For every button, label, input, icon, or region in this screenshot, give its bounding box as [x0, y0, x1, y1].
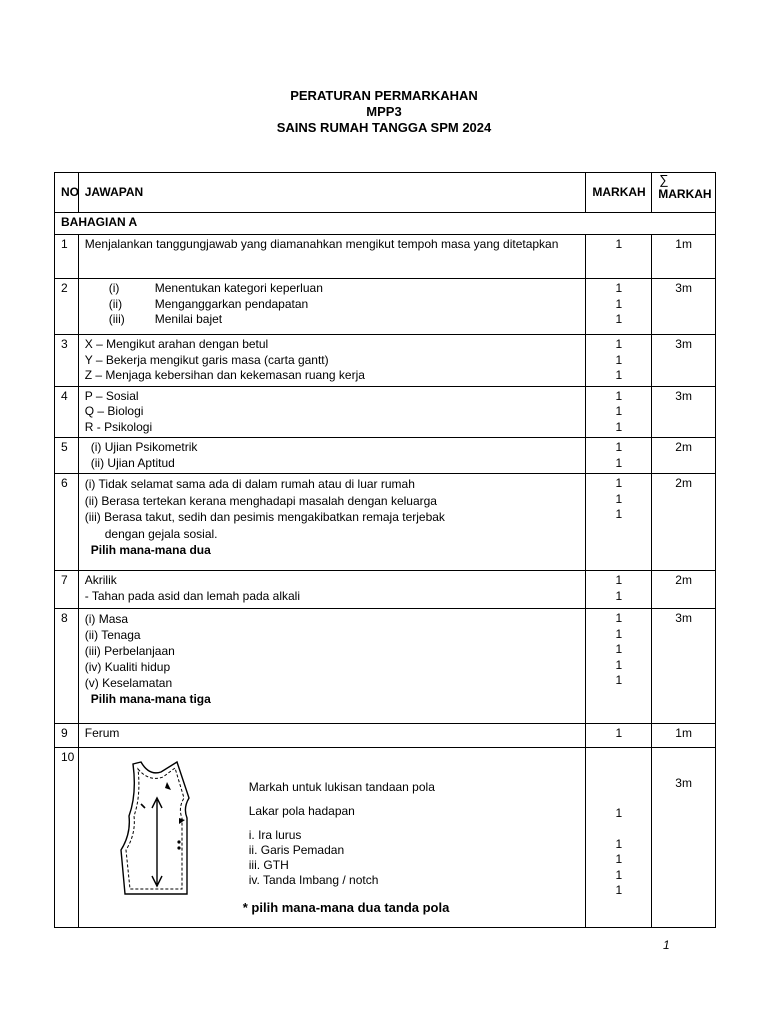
mark-value: 1 — [615, 281, 623, 295]
mark-value: 1 — [615, 883, 623, 897]
answer-item: Menganggarkan pendapatan — [154, 296, 309, 311]
table-row — [55, 571, 716, 609]
choice-note: * pilih mana-mana dua tanda pola — [242, 900, 450, 915]
table-row — [55, 386, 716, 438]
mark-value: 1 — [615, 419, 623, 434]
mark-value: 1 — [615, 626, 623, 641]
question-number: 4 — [55, 386, 79, 438]
bodice-front-pattern-sketch — [119, 754, 199, 904]
answer-item: (i) Masa — [84, 612, 129, 626]
sigma-symbol: ∑ — [659, 172, 669, 187]
total-mark: 3m — [652, 386, 716, 438]
mark-value: 1 — [615, 657, 623, 672]
mark-value: 1 — [615, 642, 623, 656]
answer-item: (i) Ujian Psikometrik — [90, 440, 198, 454]
doc-subtitle-code: MPP3 — [366, 104, 402, 119]
question-number: 9 — [55, 724, 79, 748]
mark-value: 1 — [615, 726, 623, 740]
table-row — [55, 235, 716, 279]
mark-value: 1 — [615, 312, 623, 326]
mark-value: 1 — [615, 852, 623, 866]
mark-value: 1 — [615, 588, 623, 603]
mark-value: 1 — [615, 352, 623, 367]
total-mark: 2m — [652, 438, 716, 474]
mark-value: 1 — [615, 404, 623, 418]
answer-item: Menilai bajet — [154, 312, 223, 326]
total-mark: 3m — [652, 609, 716, 724]
answer-item: (iii) Berasa takut, sedih dan pesimis mengakibatkan remaja terjebak — [84, 510, 445, 524]
answer-item: Y – Bekerja mengikut garis masa (carta gantt) — [84, 352, 329, 367]
answer-item: dengan gejala sosial. — [104, 526, 218, 541]
col-header-no: NO — [55, 173, 79, 213]
answer-text: Ferum — [78, 724, 586, 748]
mark-value: 1 — [615, 867, 623, 882]
question-number: 3 — [55, 335, 79, 387]
table-row — [55, 609, 716, 724]
question-number: 1 — [55, 235, 79, 279]
total-mark: 2m — [652, 571, 716, 609]
table-row — [55, 335, 716, 387]
page-number: 1 — [663, 938, 670, 952]
total-mark: 1m — [652, 724, 716, 748]
table-row — [55, 279, 716, 335]
question-number: 10 — [55, 748, 79, 928]
doc-title: PERATURAN PERMARKAHAN — [290, 88, 478, 103]
question-number: 5 — [55, 438, 79, 474]
table-header-row — [55, 173, 716, 213]
answer-item: P – Sosial — [84, 388, 139, 403]
total-mark: 2m — [652, 474, 716, 571]
mark-value: 1 — [615, 296, 623, 311]
table-row — [55, 474, 716, 571]
mark-value: 1 — [615, 368, 623, 382]
total-mark: 1m — [652, 235, 716, 279]
total-mark: 3m — [652, 335, 716, 387]
q10-heading: Markah untuk lukisan tandaan pola — [248, 780, 435, 794]
mark-value: 1 — [615, 455, 623, 470]
answer-item: Z – Menjaga kebersihan dan kekemasan ruang kerja — [84, 368, 365, 382]
mark-value: 1 — [615, 507, 623, 521]
mark-value: 1 — [615, 476, 623, 490]
answer-item: Q – Biologi — [84, 404, 144, 418]
mark-value: 1 — [615, 611, 623, 625]
answer-item: X – Mengikut arahan dengan betul — [84, 337, 269, 351]
total-mark: 3m — [652, 748, 716, 928]
answer-item: R - Psikologi — [84, 419, 153, 434]
answer-item: Akrilik — [84, 573, 117, 587]
answer-item: - Tahan pada asid dan lemah pada alkali — [84, 588, 301, 603]
mark-value: 1 — [615, 237, 623, 251]
mark-value: 1 — [615, 337, 623, 351]
answer-text: Menjalankan tanggungjawab yang diamanahkan mengikut tempoh masa yang ditetapkan — [78, 235, 586, 279]
mark-value: 1 — [615, 388, 623, 403]
table-row — [55, 748, 716, 928]
answer-item: (iii) Perbelanjaan — [84, 644, 175, 658]
answer-item: Menentukan kategori keperluan — [154, 281, 323, 295]
table-row — [55, 438, 716, 474]
answer-item: iii. GTH — [248, 858, 289, 872]
mark-value: 1 — [615, 673, 623, 687]
mark-value: 1 — [615, 806, 623, 820]
marking-scheme-table — [54, 172, 716, 928]
q10-subheading: Lakar pola hadapan — [248, 804, 355, 818]
answer-item: (ii) Ujian Aptitud — [90, 455, 175, 470]
col-header-sum-label: MARKAH — [658, 187, 712, 201]
section-row — [55, 213, 716, 235]
question-number: 7 — [55, 571, 79, 609]
total-mark: 3m — [652, 279, 716, 335]
section-label: BAHAGIAN A — [55, 213, 716, 235]
mark-value: 1 — [615, 836, 623, 851]
answer-item: (v) Keselamatan — [84, 676, 173, 690]
col-header-sum-markah — [652, 173, 716, 213]
question-number: 6 — [55, 474, 79, 571]
table-row — [55, 724, 716, 748]
choice-note: Pilih mana-mana dua — [90, 543, 211, 557]
answer-item: (iv) Kualiti hidup — [84, 660, 171, 674]
mark-value: 1 — [615, 440, 623, 454]
answer-item: i. Ira lurus — [248, 828, 302, 842]
doc-subtitle-subject: SAINS RUMAH TANGGA SPM 2024 — [276, 120, 492, 135]
item-numeral: (ii) — [108, 296, 123, 311]
answer-item: iv. Tanda Imbang / notch — [248, 873, 379, 887]
item-numeral: (i) — [108, 281, 120, 295]
question-number: 8 — [55, 609, 79, 724]
mark-value: 1 — [615, 573, 623, 587]
col-header-jawapan: JAWAPAN — [78, 173, 586, 213]
answer-item: ii. Garis Pemadan — [248, 843, 345, 857]
answer-item: (ii) Berasa tertekan kerana menghadapi masalah dengan keluarga — [84, 493, 437, 508]
choice-note: Pilih mana-mana tiga — [90, 692, 211, 706]
item-numeral: (iii) — [108, 312, 125, 326]
answer-item: (i) Tidak selamat sama ada di dalam rumah atau di luar rumah — [84, 477, 415, 491]
col-header-markah: MARKAH — [586, 173, 652, 213]
question-number: 2 — [55, 279, 79, 335]
mark-value: 1 — [615, 491, 623, 506]
answer-item: (ii) Tenaga — [84, 628, 141, 642]
